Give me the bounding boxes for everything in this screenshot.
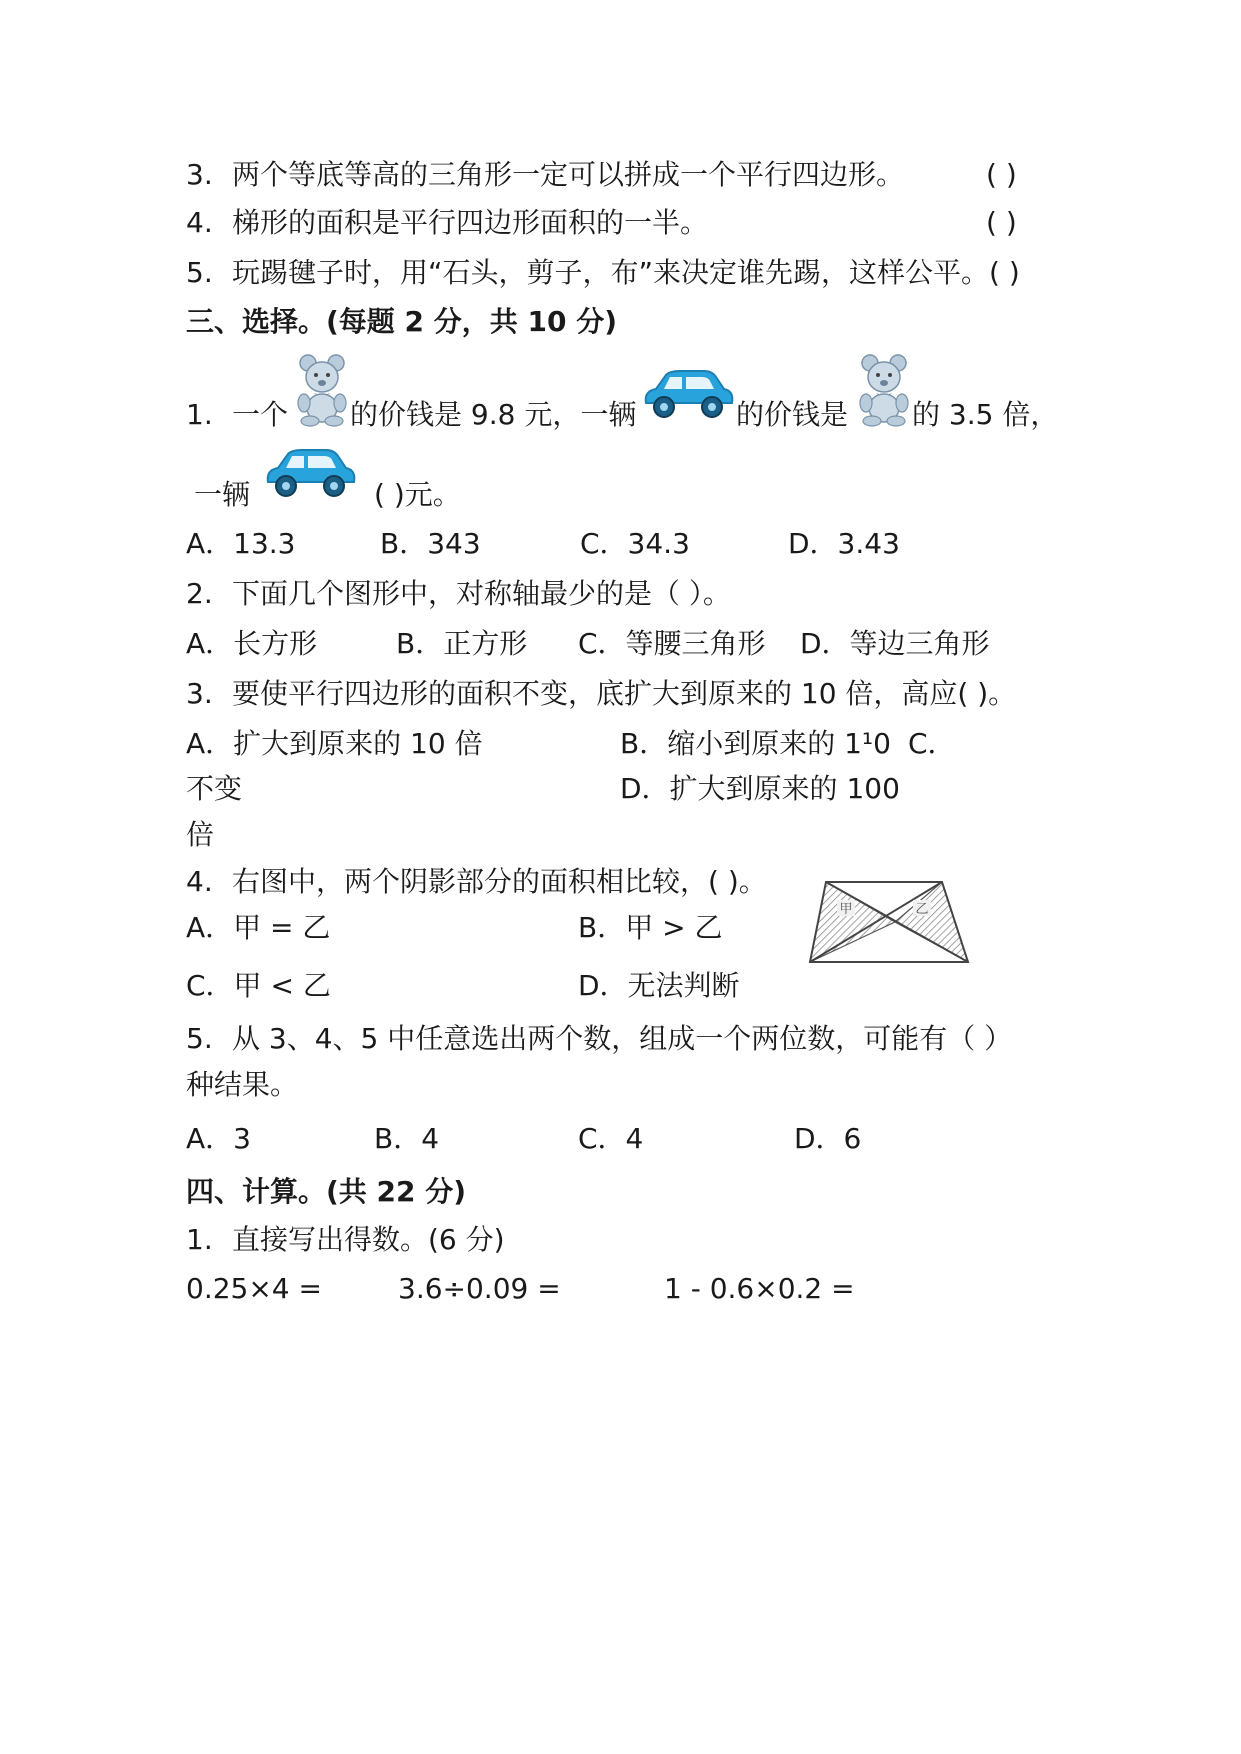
calc-item-2: 3.6÷0.09 = bbox=[398, 1272, 561, 1305]
choice-q4-option-b: B．甲 > 乙 bbox=[578, 911, 723, 944]
section-title-calc: 四、计算。(共 22 分) bbox=[186, 1175, 467, 1208]
tf-q4-num: 4. bbox=[186, 206, 213, 239]
figure-label-jia: 甲 bbox=[839, 902, 853, 917]
choice-q4-option-a: A．甲 = 乙 bbox=[186, 911, 331, 944]
section-title-choice: 三、选择。(每题 2 分，共 10 分) bbox=[186, 305, 618, 338]
choice-q3-option-a: A．扩大到原来的 10 倍 bbox=[186, 727, 483, 760]
tf-q4-paren: ( ) bbox=[986, 206, 1017, 239]
choice-q1-option-b: B．343 bbox=[380, 527, 481, 560]
choice-q2-option-c: C．等腰三角形 bbox=[578, 627, 766, 660]
choice-q3-option-d-cont: 倍 bbox=[186, 818, 215, 851]
teddy-bear-icon bbox=[858, 353, 910, 427]
choice-q1-option-a: A．13.3 bbox=[186, 527, 296, 560]
choice-q3-option-b: B．缩小到原来的 1¹0 bbox=[620, 727, 891, 760]
choice-q4-num: 4. bbox=[186, 865, 213, 898]
choice-q2-num: 2. bbox=[186, 577, 213, 610]
tf-q5-text: 玩踢毽子时，用“石头，剪子，布”来决定谁先踢，这样公平。( ) bbox=[232, 256, 1020, 289]
choice-q2-option-a: A．长方形 bbox=[186, 627, 318, 660]
tf-q3-num: 3. bbox=[186, 158, 213, 191]
tf-q3-paren: ( ) bbox=[986, 158, 1017, 191]
toy-car-icon bbox=[262, 444, 358, 502]
choice-q4-option-d: D．无法判断 bbox=[578, 969, 740, 1002]
choice-q3-text: 要使平行四边形的面积不变，底扩大到原来的 10 倍，高应( )。 bbox=[232, 677, 1017, 710]
tf-q5-num: 5. bbox=[186, 256, 213, 289]
figure-label-yi: 乙 bbox=[915, 902, 929, 917]
choice-q5-option-b: B．4 bbox=[374, 1122, 440, 1155]
calc-q1-num: 1. bbox=[186, 1223, 213, 1256]
choice-q5-option-c: C．4 bbox=[578, 1122, 644, 1155]
calc-item-3: 1 - 0.6×0.2 = bbox=[664, 1272, 855, 1305]
choice-q1-part3: 的价钱是 bbox=[736, 398, 849, 431]
choice-q1-part1: 一个 bbox=[232, 398, 289, 431]
choice-q1-part5: 一辆 bbox=[194, 478, 251, 511]
choice-q3-option-d: D．扩大到原来的 100 bbox=[620, 772, 900, 805]
trapezoid-figure bbox=[806, 878, 972, 966]
choice-q4-option-c: C．甲 < 乙 bbox=[186, 969, 331, 1002]
choice-q5-option-a: A．3 bbox=[186, 1122, 251, 1155]
choice-q5-text-cont: 种结果。 bbox=[186, 1068, 299, 1101]
tf-q4-text: 梯形的面积是平行四边形面积的一半。 bbox=[232, 206, 709, 239]
choice-q5-text: 从 3、4、5 中任意选出两个数，组成一个两位数，可能有（ ） bbox=[232, 1022, 1013, 1055]
choice-q1-part6: ( )元。 bbox=[374, 478, 461, 511]
tf-q3-text: 两个等底等高的三角形一定可以拼成一个平行四边形。 bbox=[232, 158, 905, 191]
choice-q2-option-d: D．等边三角形 bbox=[800, 627, 990, 660]
choice-q5-option-d: D．6 bbox=[794, 1122, 862, 1155]
choice-q3-num: 3. bbox=[186, 677, 213, 710]
teddy-bear-icon bbox=[296, 353, 348, 427]
choice-q3-option-c-text: 不变 bbox=[186, 772, 243, 805]
choice-q1-option-d: D．3.43 bbox=[788, 527, 900, 560]
toy-car-icon bbox=[640, 365, 736, 423]
choice-q1-num: 1. bbox=[186, 398, 213, 431]
calc-q1-text: 直接写出得数。(6 分) bbox=[232, 1223, 505, 1256]
choice-q5-num: 5. bbox=[186, 1022, 213, 1055]
choice-q2-option-b: B．正方形 bbox=[396, 627, 528, 660]
choice-q2-text: 下面几个图形中，对称轴最少的是（ ）。 bbox=[232, 577, 731, 610]
choice-q1-part2: 的价钱是 9.8 元，一辆 bbox=[350, 398, 637, 431]
choice-q3-option-c-letter: C． bbox=[908, 727, 956, 760]
choice-q1-part4: 的 3.5 倍， bbox=[912, 398, 1059, 431]
choice-q4-text: 右图中，两个阴影部分的面积相比较，( )。 bbox=[232, 865, 767, 898]
choice-q1-option-c: C．34.3 bbox=[580, 527, 690, 560]
calc-item-1: 0.25×4 = bbox=[186, 1272, 322, 1305]
